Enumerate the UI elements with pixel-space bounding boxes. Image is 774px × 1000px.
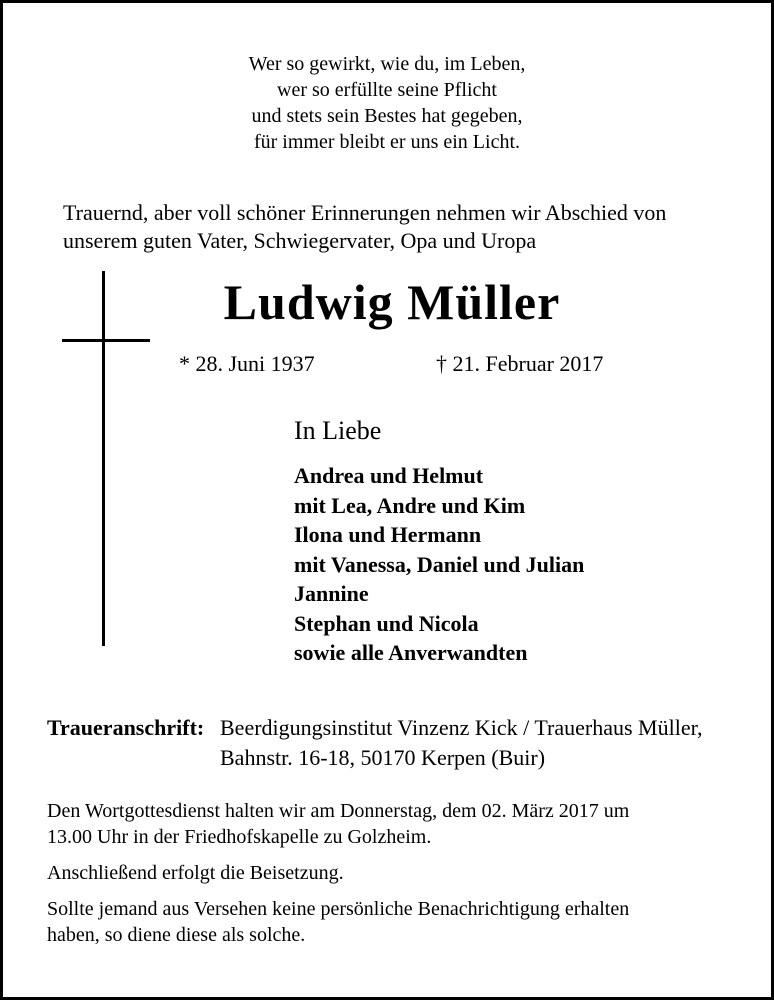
note-line: haben, so diene diese als solche. [47,924,306,946]
service-info [47,798,741,850]
mourner-line: mit Vanessa, Daniel und Julian [294,551,585,577]
note-line: Sollte jemand aus Versehen keine persönliche Benachrichtigung erhalten [47,898,630,920]
intro-line: unserem guten Vater, Schwiegervater, Opa und Uropa [63,228,537,253]
address-line-1: Beerdigungsinstitut Vinzenz Kick / Trauerhaus Müller, [220,715,703,740]
burial-info [47,860,741,886]
cross-icon-bar [62,339,150,342]
intro-text [63,199,666,255]
mourners-list [294,461,584,668]
mourner-line: Stephan und Nicola [294,610,479,636]
service-line: Den Wortgottesdienst halten wir am Donnerstag, dem 02. März 2017 um [47,800,630,822]
death-date: † 21. Februar 2017 [436,351,604,376]
poem-line: Wer so gewirkt, wie du, im Leben, [248,53,526,75]
poem-line: und stets sein Bestes hat gegeben, [251,105,523,127]
mourner-line: mit Lea, Andre und Kim [294,492,526,518]
mourner-line: Andrea und Helmut [294,463,484,488]
notification-note [47,896,741,948]
in-love-line: In Liebe [294,416,382,445]
mourner-line: Jannine [294,581,369,606]
deceased-name: Ludwig Müller [223,274,561,330]
address-line-2: Bahnstr. 16-18, 50170 Kerpen (Buir) [220,745,546,770]
birth-date: * 28. Juni 1937 [179,351,315,376]
intro-line: Trauernd, aber voll schöner Erinnerungen nehmen wir Abschied von [63,200,667,225]
poem [3,51,771,155]
mourning-address [47,713,703,773]
address-label: Traueranschrift: [47,715,205,740]
poem-line: für immer bleibt er uns ein Licht. [253,131,521,153]
poem-line: wer so erfüllte seine Pflicht [277,79,497,101]
service-line: 13.00 Uhr in der Friedhofskapelle zu Golzheim. [47,826,432,848]
burial-line: Anschließend erfolgt die Beisetzung. [47,862,344,884]
mourner-line: sowie alle Anverwandten [294,640,528,665]
mourner-line: Ilona und Hermann [294,522,482,547]
